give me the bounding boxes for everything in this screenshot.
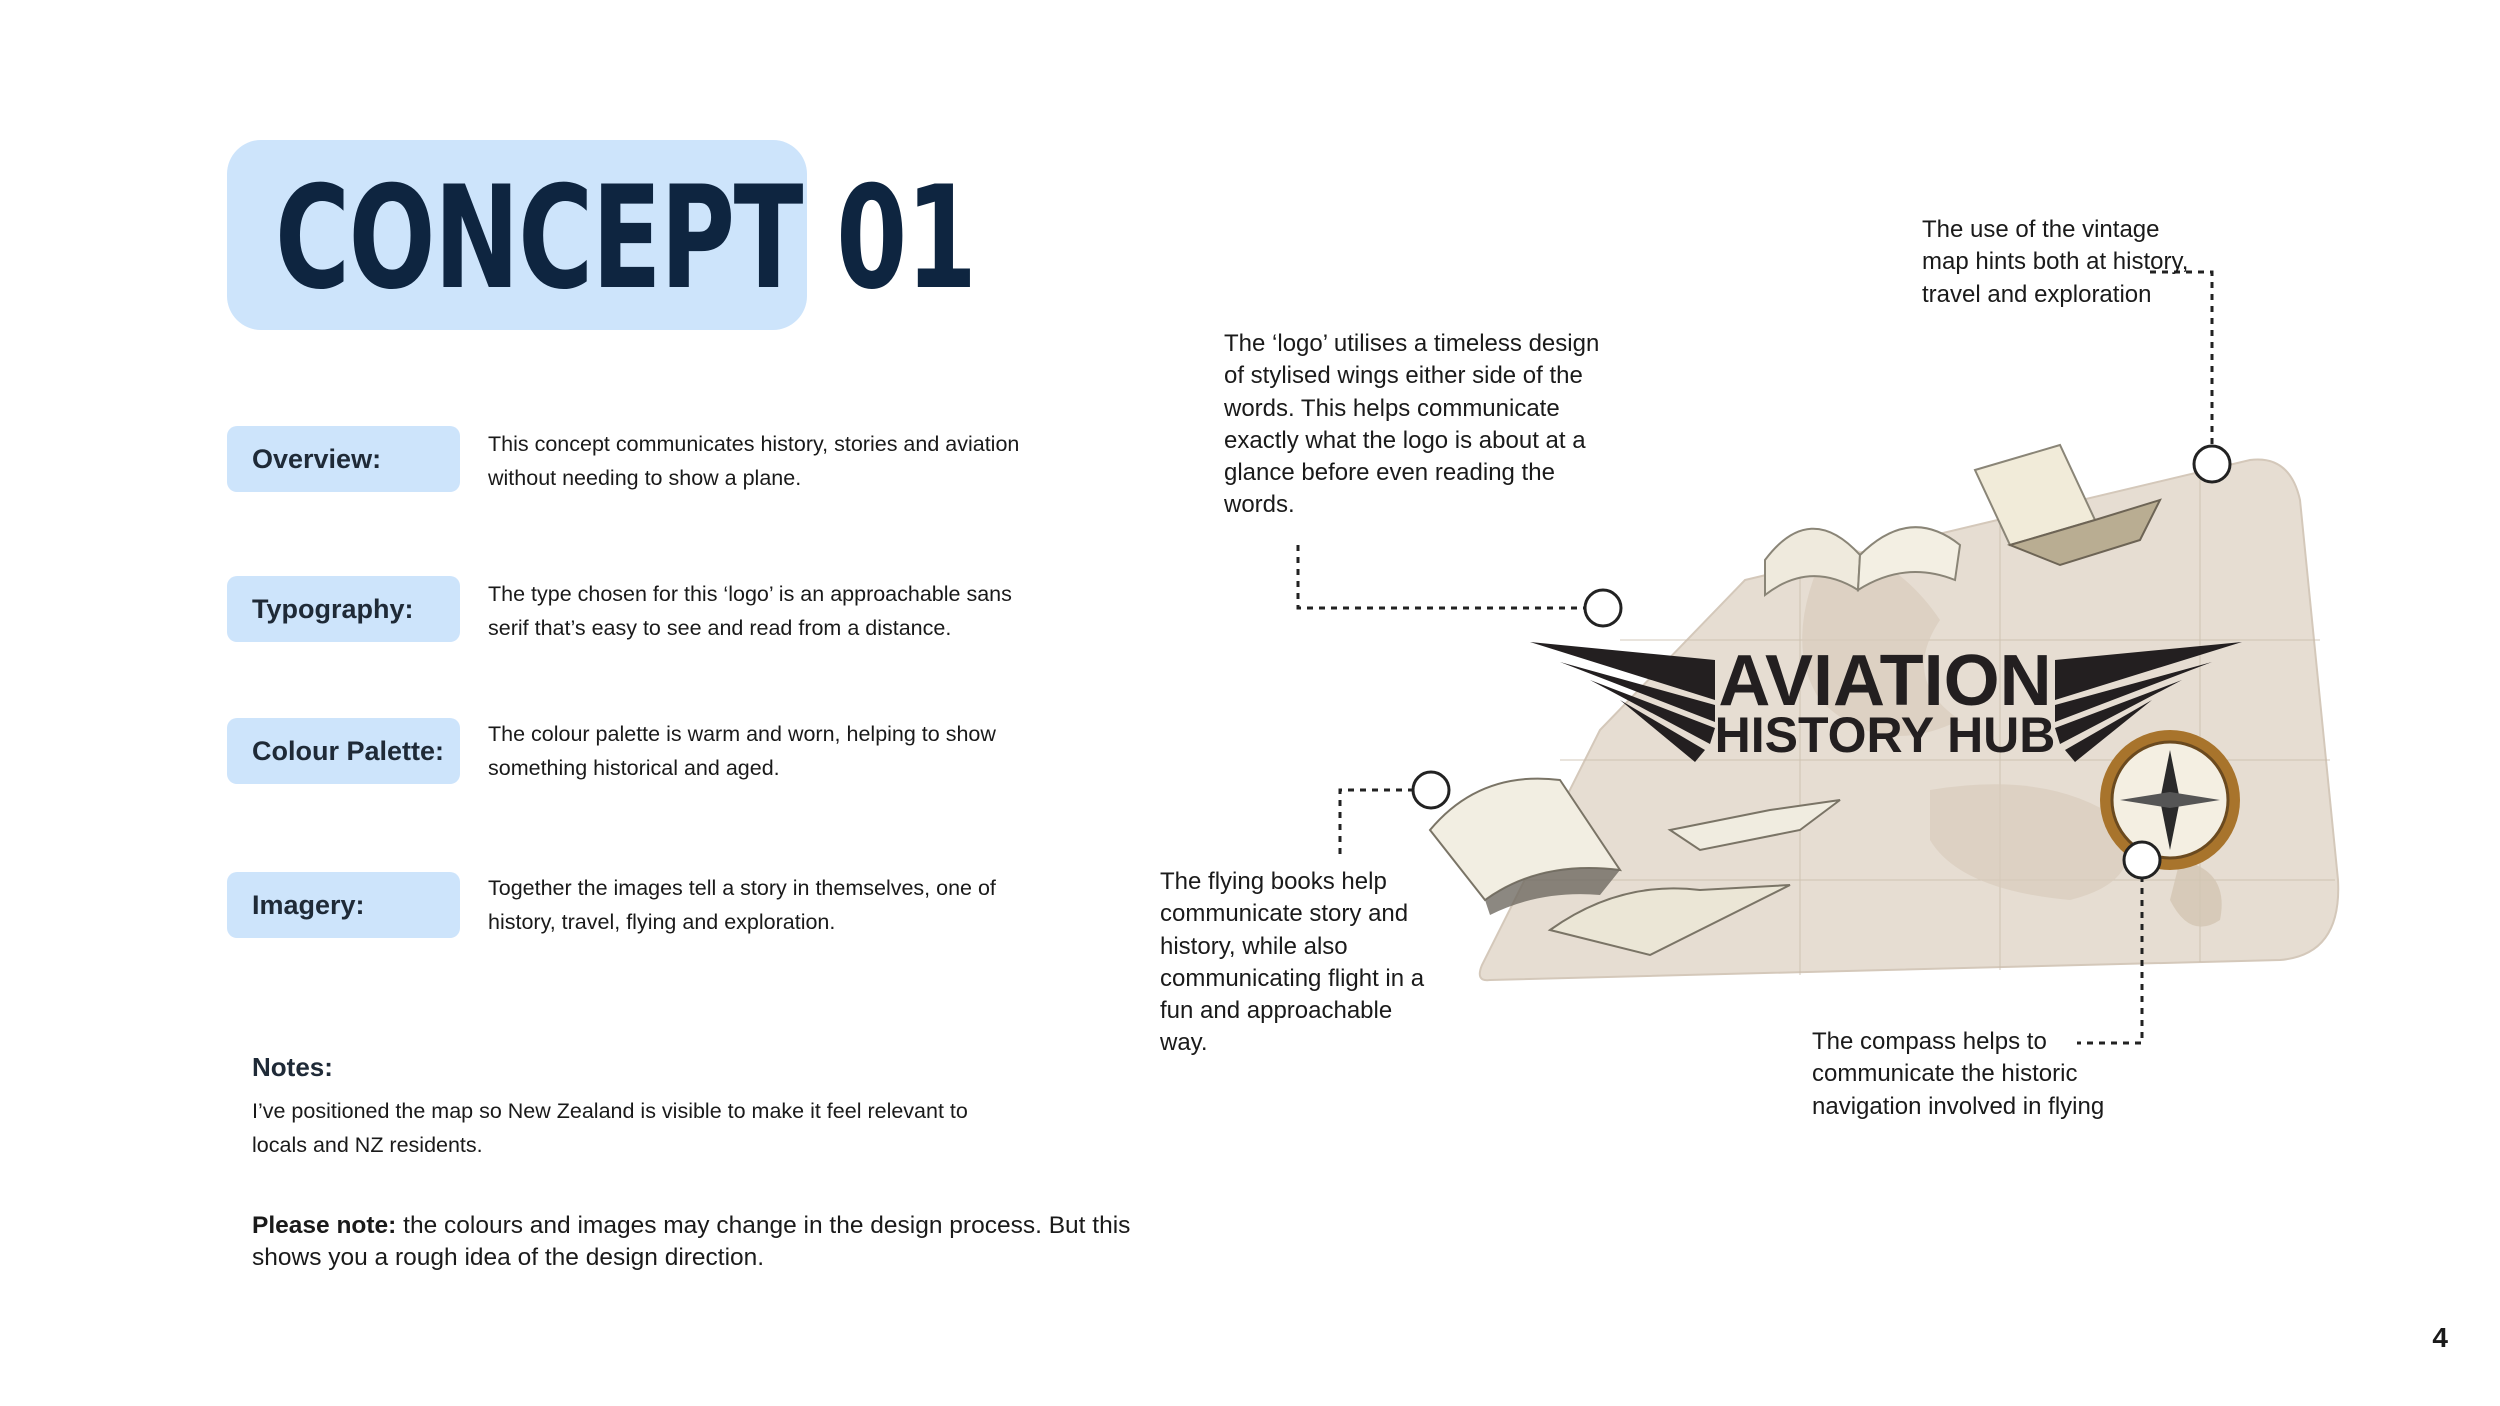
logo-callout: The ‘logo’ utilises a timeless design of stylised wings either side of the words. This helps communicate exactly what the logo is about at a glance before even reading the words. <box>1224 330 1600 519</box>
please-note-label: Please note: <box>252 1212 397 1239</box>
colour-palette-label: Colour Palette: <box>227 718 460 784</box>
notes-body: I’ve positioned the map so New Zealand is visible to make it feel relevant to locals and NZ residents. <box>252 1099 968 1157</box>
logo-callout-marker <box>1585 590 1621 626</box>
imagery-text: Together the images tell a story in themselves, one of history, travel, flying and exploration. <box>488 876 996 934</box>
map-callout: The use of the vintage map hints both at history, travel and exploration <box>1922 216 2189 308</box>
notes-heading: Notes: <box>252 1052 333 1082</box>
compass-callout-marker <box>2124 842 2160 878</box>
books-callout: The flying books help communicate story and history, while also communicating flight in a fun and approachable way. <box>1160 868 1425 1057</box>
logo-line-1: AVIATION <box>1718 641 2052 721</box>
compass-icon <box>2100 730 2240 870</box>
books-callout-marker <box>1413 772 1449 808</box>
colour-palette-text: The colour palette is warm and worn, helping to show something historical and aged. <box>488 722 996 780</box>
overview-text: This concept communicates history, stories and aviation without needing to show a plane. <box>488 432 1020 490</box>
compass-callout: The compass helps to communicate the historic navigation involved in flying <box>1812 1028 2105 1120</box>
typography-label: Typography: <box>227 576 460 642</box>
please-note-text: the colours and images may change in the design process. But this shows you a rough idea of the design direction. <box>252 1212 1131 1271</box>
imagery-label: Imagery: <box>227 872 460 938</box>
overview-label: Overview: <box>227 426 460 492</box>
page-number: 4 <box>2432 1322 2448 1353</box>
map-callout-marker <box>2194 446 2230 482</box>
logo-line-2: HISTORY HUB <box>1714 707 2056 763</box>
page-title: CONCEPT 01 <box>275 156 976 321</box>
typography-text: The type chosen for this ‘logo’ is an approachable sans serif that’s easy to see and read from a distance. <box>488 582 1012 640</box>
